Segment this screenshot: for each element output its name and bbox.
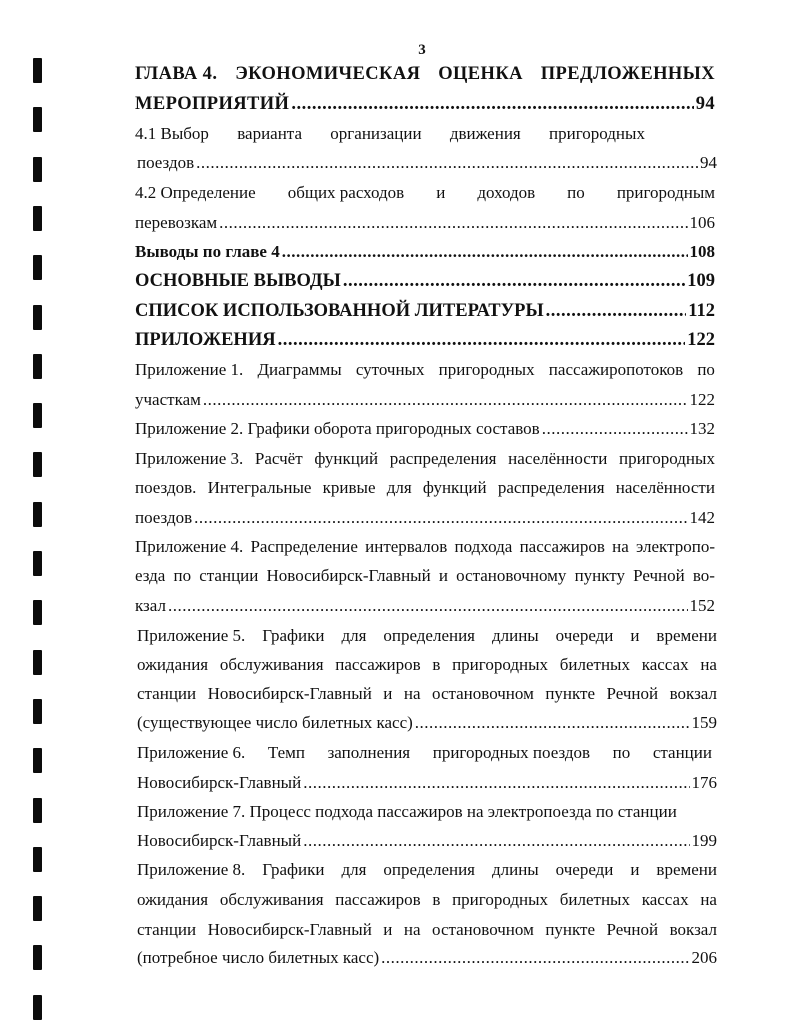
toc-line-s41-l2: [137, 151, 717, 175]
toc-line-app4-l3: [135, 594, 715, 618]
toc-page-number: 206: [691, 948, 717, 967]
toc-word: пассажиропотоков: [548, 360, 684, 379]
toc-word: Расчёт: [254, 449, 303, 468]
toc-line-app8-l3: [137, 918, 717, 942]
toc-word: Новосибирск-Главный: [207, 920, 372, 939]
toc-line-app8-l1: [137, 858, 717, 882]
toc-word: Диаграммы: [257, 360, 342, 379]
toc-entry-title: МЕРОПРИЯТИЙ: [135, 94, 290, 114]
toc-word: пригородных: [452, 890, 549, 909]
toc-word: Темп: [267, 743, 305, 762]
toc-word: по: [612, 743, 631, 762]
toc-word: пригородным: [616, 183, 715, 202]
toc-word: обслуживания: [219, 655, 324, 674]
toc-line-app7-l2: [137, 829, 717, 853]
binding-bar: [33, 551, 42, 576]
page-number: 3: [418, 42, 426, 58]
toc-word: Распределение: [250, 537, 358, 556]
toc-line-refs: [135, 299, 715, 323]
toc-word: ЭКОНОМИЧЕСКАЯ: [235, 64, 421, 84]
toc-page-number: 94: [695, 94, 715, 114]
toc-word: Приложение 4.: [135, 537, 244, 556]
toc-word: кассах: [641, 890, 689, 909]
toc-word: очереди: [555, 626, 614, 645]
binding-bar: [33, 206, 42, 231]
toc-word: ПРЕДЛОЖЕННЫХ: [540, 64, 715, 84]
toc-word: Новосибирск-Главный: [207, 684, 372, 703]
toc-page-number: 159: [691, 713, 717, 732]
binding-bar: [33, 157, 42, 182]
toc-line-appendices: [135, 328, 715, 352]
toc-word: функций: [314, 449, 379, 468]
toc-entry-title: Приложение 2. Графики оборота пригородных составов: [135, 419, 540, 438]
toc-word: длины: [491, 860, 539, 879]
binding-bar: [33, 847, 42, 872]
toc-word: распределения: [389, 449, 497, 468]
toc-word: пригородных: [438, 360, 535, 379]
toc-entry-title: перевозкам: [135, 213, 218, 232]
toc-line-app8-l2: [137, 888, 717, 912]
toc-word: и: [383, 684, 393, 703]
toc-word: населённости: [508, 449, 608, 468]
toc-word: Графики: [262, 860, 325, 879]
toc-word: времени: [656, 860, 717, 879]
leader-dots: [278, 328, 686, 352]
toc-word: для: [386, 478, 412, 497]
toc-word: пригородных поездов: [432, 743, 591, 762]
toc-line-ch4-l2: [135, 92, 715, 116]
toc-entry-title: участкам: [135, 390, 201, 409]
toc-page-number: 106: [689, 213, 715, 232]
toc-entry-title: поездов: [137, 153, 195, 172]
toc-word: пассажиров: [335, 890, 421, 909]
toc-line-app6-l1: [137, 741, 712, 765]
binding-bar: [33, 600, 42, 625]
toc-word: Речной: [633, 566, 685, 585]
toc-entry-title: (потребное число билетных касс): [137, 948, 380, 967]
toc-line-app5-l2: [137, 653, 717, 677]
toc-word: распределения: [497, 478, 605, 497]
toc-word: Приложение 3.: [135, 449, 244, 468]
toc-word: очереди: [555, 860, 614, 879]
leader-dots: [542, 417, 688, 441]
toc-page-number: 132: [689, 419, 715, 438]
toc-word: пассажиров: [335, 655, 421, 674]
binding-bar: [33, 452, 42, 477]
toc-word: варианта: [237, 124, 302, 143]
binding-bar: [33, 650, 42, 675]
leader-dots: [291, 92, 693, 116]
toc-word: кривые: [322, 478, 376, 497]
toc-word: Приложение 1.: [135, 360, 244, 379]
toc-entry-title: Новосибирск-Главный: [137, 831, 302, 850]
toc-word: населённости: [615, 478, 715, 497]
binding-bar: [33, 748, 42, 773]
toc-entry-title: Приложение 7. Процесс подхода пассажиров на электропоезда по станции: [137, 802, 677, 821]
toc-word: станции: [199, 566, 259, 585]
toc-word: определения: [383, 626, 476, 645]
toc-word: времени: [656, 626, 717, 645]
toc-entry-title: кзал: [135, 596, 166, 615]
leader-dots: [381, 946, 689, 970]
toc-line-s42-l1: [135, 181, 715, 205]
toc-entry-title: ОСНОВНЫЕ ВЫВОДЫ: [135, 271, 341, 291]
toc-word: остановочном: [432, 684, 534, 703]
toc-word: ожидания: [137, 890, 209, 909]
leader-dots: [303, 771, 689, 795]
toc-word: Приложение 8.: [137, 860, 246, 879]
toc-word: обслуживания: [219, 890, 324, 909]
toc-entry-title: Выводы по главе 4: [135, 242, 280, 261]
toc-word: заполнения: [327, 743, 411, 762]
toc-word: организации: [330, 124, 422, 143]
toc-word: в: [432, 890, 441, 909]
toc-page-number: 109: [687, 271, 715, 291]
toc-line-main-concl: [135, 269, 715, 293]
binding-bar: [33, 502, 42, 527]
toc-page-number: 142: [689, 508, 715, 527]
binding-bar: [33, 945, 42, 970]
toc-word: длины: [491, 626, 539, 645]
toc-word: билетных: [559, 890, 630, 909]
toc-line-app3-l3: [135, 506, 715, 530]
toc-word: интервалов: [365, 537, 448, 556]
toc-line-app7-l1: [137, 800, 697, 824]
binding-bar: [33, 107, 42, 132]
toc-entry-title: СПИСОК ИСПОЛЬЗОВАННОЙ ЛИТЕРАТУРЫ: [135, 301, 544, 321]
leader-dots: [168, 594, 688, 618]
toc-word: движения: [449, 124, 521, 143]
toc-word: пассажиров: [519, 537, 605, 556]
toc-word: подхода: [454, 537, 513, 556]
toc-word: и: [383, 920, 393, 939]
toc-line-app3-l1: [135, 447, 715, 471]
toc-word: по: [173, 566, 192, 585]
toc-line-app1-l2: [135, 388, 715, 412]
toc-word: поездов.: [135, 478, 197, 497]
toc-word: ожидания: [137, 655, 209, 674]
binding-bar: [33, 58, 42, 83]
toc-word: и: [630, 626, 640, 645]
toc-word: пункте: [545, 684, 596, 703]
toc-word: и: [630, 860, 640, 879]
toc-word: на: [700, 890, 717, 909]
toc-word: станции: [137, 920, 197, 939]
toc-word: суточных: [355, 360, 425, 379]
leader-dots: [194, 506, 687, 530]
toc-page-number: 122: [687, 330, 715, 350]
binding-bar: [33, 896, 42, 921]
toc-line-app2: [135, 417, 715, 441]
toc-word: вокзал: [669, 920, 717, 939]
toc-page-number: 108: [689, 242, 715, 261]
toc-entry-title: (существующее число билетных касс): [137, 713, 413, 732]
toc-page-number: 199: [691, 831, 717, 850]
toc-word: Приложение 5.: [137, 626, 246, 645]
toc-word: билетных: [559, 655, 630, 674]
toc-word: станции: [652, 743, 712, 762]
toc-word: для: [341, 860, 367, 879]
leader-dots: [219, 211, 687, 235]
toc-page-number: 94: [700, 153, 717, 172]
toc-word: общих расходов: [287, 183, 405, 202]
toc-word: функций: [422, 478, 487, 497]
leader-dots: [415, 711, 690, 735]
toc-line-ch4-l1: [135, 62, 715, 86]
toc-word: кассах: [641, 655, 689, 674]
toc-word: на: [612, 537, 629, 556]
toc-line-s41-l1: [135, 122, 645, 146]
toc-line-app4-l2: [135, 564, 715, 588]
toc-line-app8-l4: [137, 946, 717, 970]
toc-word: доходов: [477, 183, 536, 202]
toc-page-number: 112: [688, 301, 715, 321]
toc-word: во-: [692, 566, 715, 585]
leader-dots: [303, 829, 689, 853]
toc-word: 4.2 Определение: [135, 183, 256, 202]
binding-bar: [33, 305, 42, 330]
toc-word: Речной: [606, 920, 659, 939]
toc-word: ГЛАВА 4.: [135, 64, 218, 84]
toc-word: станции: [137, 684, 197, 703]
toc-word: на: [403, 684, 421, 703]
toc-word: Новосибирск-Главный: [266, 566, 431, 585]
toc-line-app3-l2: [135, 476, 715, 500]
toc-word: 4.1 Выбор: [135, 124, 209, 143]
binding-bar: [33, 995, 42, 1020]
toc-word: определения: [383, 860, 476, 879]
toc-word: пригородных: [452, 655, 549, 674]
toc-word: и: [438, 566, 448, 585]
toc-word: пункту: [574, 566, 625, 585]
binding-bar: [33, 255, 42, 280]
toc-word: Приложение 6.: [137, 743, 246, 762]
binding-bar: [33, 798, 42, 823]
toc-word: электропо-: [636, 537, 715, 556]
toc-word: остановочном: [432, 920, 534, 939]
binding-bar: [33, 354, 42, 379]
toc-word: на: [403, 920, 421, 939]
toc-page-number: 152: [689, 596, 715, 615]
toc-word: для: [341, 626, 367, 645]
leader-dots: [282, 240, 688, 264]
toc-word: пункте: [545, 920, 596, 939]
toc-line-app1-l1: [135, 358, 715, 382]
toc-page-number: 122: [689, 390, 715, 409]
toc-entry-title: Новосибирск-Главный: [137, 773, 302, 792]
toc-word: пригородных: [619, 449, 715, 468]
toc-line-app5-l4: [137, 711, 717, 735]
toc-word: Речной: [606, 684, 659, 703]
leader-dots: [203, 388, 688, 412]
binding-edge: [33, 0, 45, 1025]
toc-word: ОЦЕНКА: [438, 64, 523, 84]
toc-page-number: 176: [691, 773, 717, 792]
toc-word: и: [436, 183, 446, 202]
toc-line-app4-l1: [135, 535, 715, 559]
toc-word: вокзал: [669, 684, 717, 703]
toc-word: пригородных: [549, 124, 645, 143]
toc-word: по: [697, 360, 715, 379]
leader-dots: [196, 151, 698, 175]
leader-dots: [343, 269, 685, 293]
toc-entry-title: поездов: [135, 508, 193, 527]
toc-word: Интегральные: [207, 478, 312, 497]
leader-dots: [546, 299, 687, 323]
toc-word: на: [700, 655, 717, 674]
toc-line-app6-l2: [137, 771, 717, 795]
binding-bar: [33, 699, 42, 724]
toc-line-app5-l3: [137, 682, 717, 706]
toc-word: Графики: [262, 626, 325, 645]
toc-entry-title: ПРИЛОЖЕНИЯ: [135, 330, 276, 350]
binding-bar: [33, 403, 42, 428]
toc-word: езда: [135, 566, 166, 585]
toc-word: в: [432, 655, 441, 674]
toc-line-s42-l2: [135, 211, 715, 235]
toc-word: остановочному: [456, 566, 567, 585]
toc-line-concl4: [135, 240, 715, 264]
toc-word: по: [567, 183, 585, 202]
toc-line-app5-l1: [137, 624, 717, 648]
